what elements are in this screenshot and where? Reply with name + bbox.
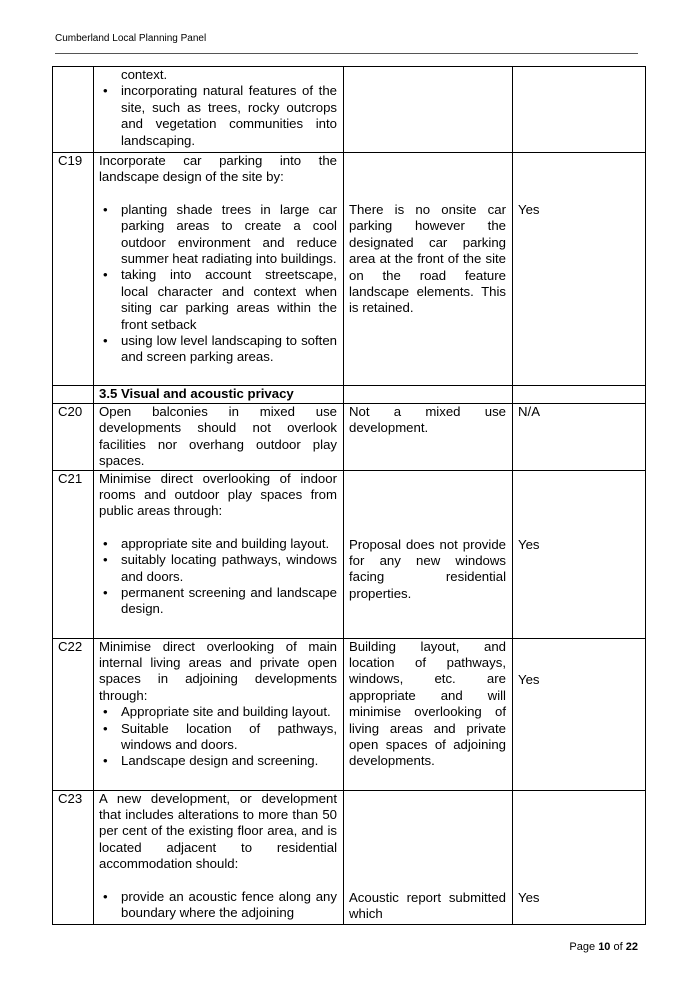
control-bullet: • using low level landscaping to soften and screen parking areas.	[99, 333, 337, 366]
control-id: C20	[53, 404, 94, 471]
control-id: C19	[53, 153, 94, 386]
control-intro: A new development, or development that includes alterations to more than 50 per cent of the existing floor area, and is located adjacent to residential accommodation should:	[99, 790, 337, 872]
control-text: Open balconies in mixed use developments should not overlook facilities nor overhang outdoor play spaces.	[94, 404, 344, 471]
page-total: 22	[625, 941, 638, 953]
section-heading-row	[53, 386, 646, 404]
spacer	[349, 153, 506, 202]
compliance-value: Yes	[518, 202, 540, 217]
spacer	[518, 471, 639, 537]
compliance-value: N/A	[513, 404, 646, 471]
table-row-c22	[53, 638, 646, 790]
control-cell	[94, 638, 344, 790]
control-bullet: • permanent screening and landscape design.	[99, 585, 337, 618]
page-label: Page	[569, 941, 596, 953]
compliance-value: Yes	[518, 536, 540, 552]
compliance-cell	[513, 790, 646, 924]
spacer	[349, 791, 506, 890]
control-intro: Incorporate car parking into the landscape design of the site by:	[99, 153, 337, 185]
control-bullet: • provide an acoustic fence along any boundary where the adjoining	[99, 889, 337, 922]
page-current: 10	[598, 941, 611, 953]
id-cell	[53, 386, 94, 404]
section-title: 3.5 Visual and acoustic privacy	[94, 386, 344, 404]
control-id: C22	[53, 638, 94, 790]
control-intro: Minimise direct overlooking of indoor rooms and outdoor play spaces from public areas through:	[99, 470, 337, 519]
spacer	[99, 873, 337, 889]
spacer	[99, 186, 337, 202]
table-row-c19	[53, 153, 646, 386]
control-id: C21	[53, 470, 94, 638]
control-intro: Minimise direct overlooking of main internal living areas and private open spaces in adjoining developments through:	[99, 638, 337, 703]
spacer	[518, 153, 639, 202]
spacer	[349, 471, 506, 537]
response-text: There is no onsite car parking however the designated car parking area at the front of the site on the road feature landscape elements. This is retained.	[349, 202, 506, 316]
control-cell	[94, 470, 344, 638]
dcp-compliance-table	[52, 66, 646, 925]
control-cell	[94, 153, 344, 386]
response-text: Building layout, and location of pathways, windows, etc. are appropriate and will minimise overlooking of living areas and private open spaces of adjoining developments.	[344, 638, 513, 790]
control-bullet: • suitably locating pathways, windows and doors.	[99, 552, 337, 585]
compliance-cell	[513, 470, 646, 638]
response-text: Not a mixed use development.	[344, 404, 513, 471]
table-row-continued	[53, 67, 646, 153]
spacer	[518, 639, 639, 672]
response-text: Proposal does not provide for any new windows facing residential properties.	[349, 536, 506, 601]
control-bullet: • Landscape design and screening.	[99, 753, 337, 769]
table-row-c23	[53, 790, 646, 924]
control-id: C23	[53, 790, 94, 924]
control-bullet: • Suitable location of pathways, windows and doors.	[99, 721, 337, 754]
response-cell	[344, 790, 513, 924]
spacer	[99, 520, 337, 536]
compliance-value: Yes	[518, 889, 540, 905]
compliance-cell	[513, 67, 646, 153]
control-cell	[94, 67, 344, 153]
control-bullet: • taking into account streetscape, local character and context when siting car parking areas within the front setback	[99, 267, 337, 333]
spacer	[518, 791, 639, 890]
page-of: of	[613, 941, 623, 953]
compliance-cell	[513, 153, 646, 386]
response-cell	[344, 67, 513, 153]
compliance-value: Yes	[518, 671, 540, 687]
control-bullet: • appropriate site and building layout.	[99, 536, 337, 552]
control-bullet: • Appropriate site and building layout.	[99, 704, 337, 720]
response-cell	[344, 470, 513, 638]
control-bullet: • planting shade trees in large car parking areas to create a cool outdoor environment and reduce summer heat radiating into buildings.	[99, 202, 337, 268]
table-row-c20	[53, 404, 646, 471]
table-row-c21	[53, 470, 646, 638]
response-cell	[344, 386, 513, 404]
control-bullet: • incorporating natural features of the site, such as trees, rocky outcrops and vegetation communities into landscaping.	[99, 83, 337, 149]
id-cell	[53, 67, 94, 153]
response-text: Acoustic report submitted which	[349, 889, 506, 922]
compliance-cell	[513, 638, 646, 790]
document-header-title: Cumberland Local Planning Panel	[55, 33, 207, 44]
compliance-cell	[513, 386, 646, 404]
page-number	[569, 941, 638, 953]
header-divider	[55, 53, 638, 54]
response-cell	[344, 153, 513, 386]
control-cell	[94, 790, 344, 924]
control-text: context.	[121, 67, 168, 82]
